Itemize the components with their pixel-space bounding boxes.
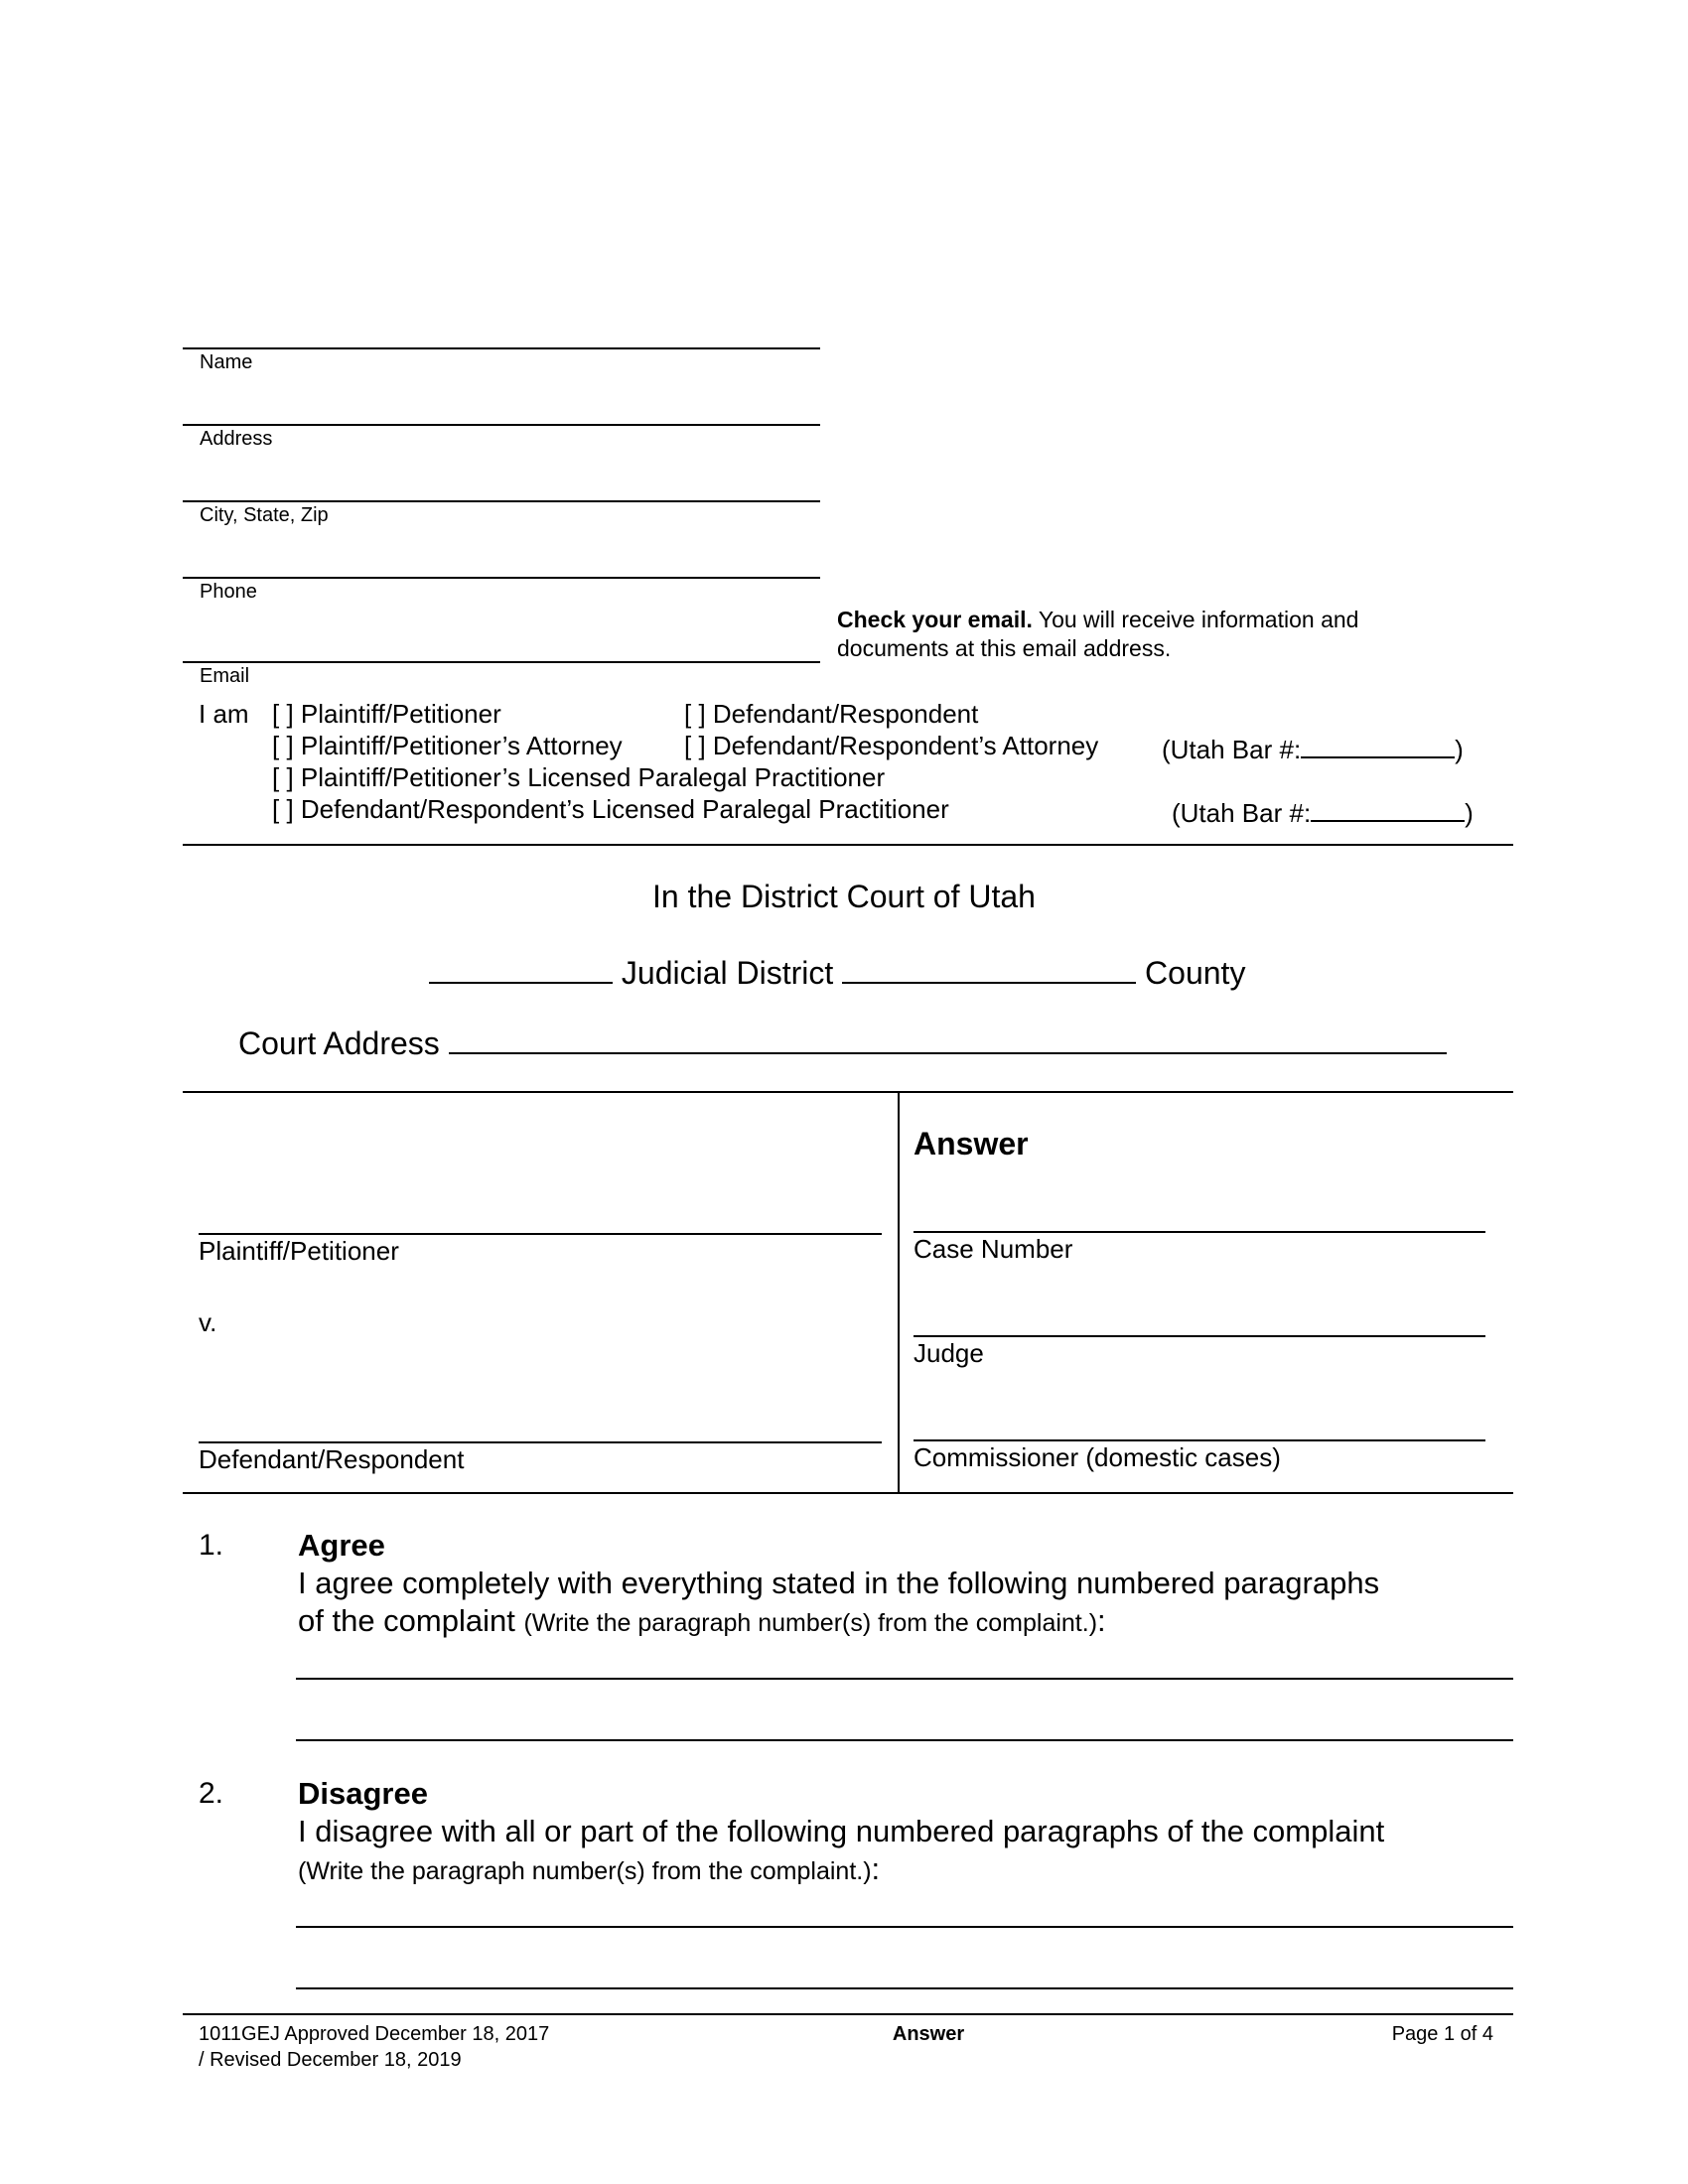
page-number: Page 1 of 4	[1391, 2023, 1493, 2045]
phone-line[interactable]	[183, 577, 820, 579]
name-line[interactable]	[183, 347, 820, 349]
caption-top-border	[183, 1091, 1513, 1093]
document-title: Answer	[914, 1126, 1029, 1161]
plaintiff-lpp-option-label: Plaintiff/Petitioner’s Licensed Paralegal Practitioner	[300, 762, 886, 792]
role-row-3	[272, 762, 885, 792]
court-address-label: Court Address	[238, 1025, 440, 1061]
phone-label: Phone	[200, 581, 257, 603]
caption-bottom-border	[183, 1492, 1513, 1494]
form-id-line-2: / Revised December 18, 2019	[199, 2049, 462, 2071]
defendant-line[interactable]	[199, 1441, 882, 1443]
section-1-line-1: I agree completely with everything stated in the following numbered paragraphs	[298, 1566, 1380, 1600]
role-row-1b	[684, 699, 978, 729]
role-row-4	[272, 794, 949, 824]
name-label: Name	[200, 351, 253, 373]
bar-number-field-1	[1162, 731, 1464, 764]
district-county-line	[429, 950, 1245, 991]
defendant-checkbox[interactable]: [ ]	[684, 699, 706, 729]
email-notice	[837, 606, 1358, 663]
court-title: In the District Court of Utah	[652, 879, 1036, 914]
section-2-number: 2.	[199, 1777, 224, 1810]
city-state-zip-line[interactable]	[183, 500, 820, 502]
plaintiff-attorney-option-label: Plaintiff/Petitioner’s Attorney	[300, 731, 623, 760]
city-state-zip-label: City, State, Zip	[200, 504, 329, 526]
judicial-district-blank[interactable]	[429, 950, 613, 984]
role-row-2	[272, 731, 623, 760]
defendant-attorney-option-label: Defendant/Respondent’s Attorney	[712, 731, 1099, 760]
commissioner-line[interactable]	[914, 1439, 1485, 1441]
bar-number-open-2: (Utah Bar #:	[1172, 798, 1312, 828]
section-1-note: (Write the paragraph number(s) from the complaint.)	[523, 1609, 1098, 1637]
section-2-answer-line-2[interactable]	[296, 1987, 1513, 1989]
defendant-option-label: Defendant/Respondent	[712, 699, 979, 729]
address-label: Address	[200, 428, 273, 450]
plaintiff-option-label: Plaintiff/Petitioner	[300, 699, 501, 729]
plaintiff-attorney-checkbox[interactable]: [ ]	[272, 731, 294, 760]
plaintiff-line[interactable]	[199, 1233, 882, 1235]
section-2-line-2	[298, 1850, 880, 1890]
county-label: County	[1145, 955, 1246, 991]
case-number-line[interactable]	[914, 1231, 1485, 1233]
section-2-answer-line-1[interactable]	[296, 1926, 1513, 1928]
header-divider	[183, 844, 1513, 846]
email-notice-text-2: documents at this email address.	[837, 635, 1172, 661]
section-2-note: (Write the paragraph number(s) from the complaint.)	[298, 1857, 872, 1885]
versus-label: v.	[199, 1307, 217, 1337]
court-address-blank[interactable]	[449, 1021, 1447, 1054]
section-2-colon: :	[871, 1851, 881, 1886]
section-1-title: Agree	[298, 1528, 385, 1563]
section-1-line-2	[298, 1602, 1106, 1642]
bar-number-blank-2[interactable]	[1311, 794, 1465, 822]
case-number-label: Case Number	[914, 1234, 1073, 1264]
plaintiff-lpp-checkbox[interactable]: [ ]	[272, 762, 294, 792]
email-line[interactable]	[183, 661, 820, 663]
form-id-line-1: 1011GEJ Approved December 18, 2017	[199, 2023, 550, 2045]
bar-number-close-2: )	[1465, 798, 1474, 828]
section-1-answer-line-2[interactable]	[296, 1739, 1513, 1741]
judge-line[interactable]	[914, 1335, 1485, 1337]
bar-number-field-2	[1172, 794, 1474, 828]
commissioner-label: Commissioner (domestic cases)	[914, 1442, 1281, 1472]
role-row-1	[272, 699, 501, 729]
bar-number-close-1: )	[1455, 735, 1464, 764]
footer-title: Answer	[892, 2023, 965, 2045]
defendant-lpp-checkbox[interactable]: [ ]	[272, 794, 294, 824]
address-line[interactable]	[183, 424, 820, 426]
email-label: Email	[200, 665, 250, 687]
section-2-line-1: I disagree with all or part of the following numbered paragraphs of the complaint	[298, 1814, 1385, 1848]
bar-number-blank-1[interactable]	[1301, 731, 1455, 758]
email-notice-bold: Check your email.	[837, 607, 1033, 632]
section-1-answer-line-1[interactable]	[296, 1678, 1513, 1680]
defendant-caption-label: Defendant/Respondent	[199, 1444, 465, 1474]
defendant-lpp-option-label: Defendant/Respondent’s Licensed Paralegal Practitioner	[300, 794, 949, 824]
section-1-colon: :	[1097, 1603, 1106, 1638]
footer-rule	[183, 2013, 1513, 2015]
section-2-title: Disagree	[298, 1776, 428, 1811]
plaintiff-checkbox[interactable]: [ ]	[272, 699, 294, 729]
i-am-label: I am	[199, 699, 249, 729]
plaintiff-caption-label: Plaintiff/Petitioner	[199, 1236, 399, 1266]
court-address-line	[238, 1021, 1447, 1061]
role-row-2b	[684, 731, 1098, 760]
judicial-district-label: Judicial District	[621, 955, 834, 991]
caption-divider	[898, 1091, 900, 1492]
email-notice-text-1: You will receive information and	[1038, 607, 1359, 632]
bar-number-open-1: (Utah Bar #:	[1162, 735, 1302, 764]
defendant-attorney-checkbox[interactable]: [ ]	[684, 731, 706, 760]
county-blank[interactable]	[842, 950, 1136, 984]
judge-label: Judge	[914, 1338, 984, 1368]
section-1-line-2-text: of the complaint	[298, 1603, 515, 1638]
section-1-number: 1.	[199, 1529, 224, 1562]
